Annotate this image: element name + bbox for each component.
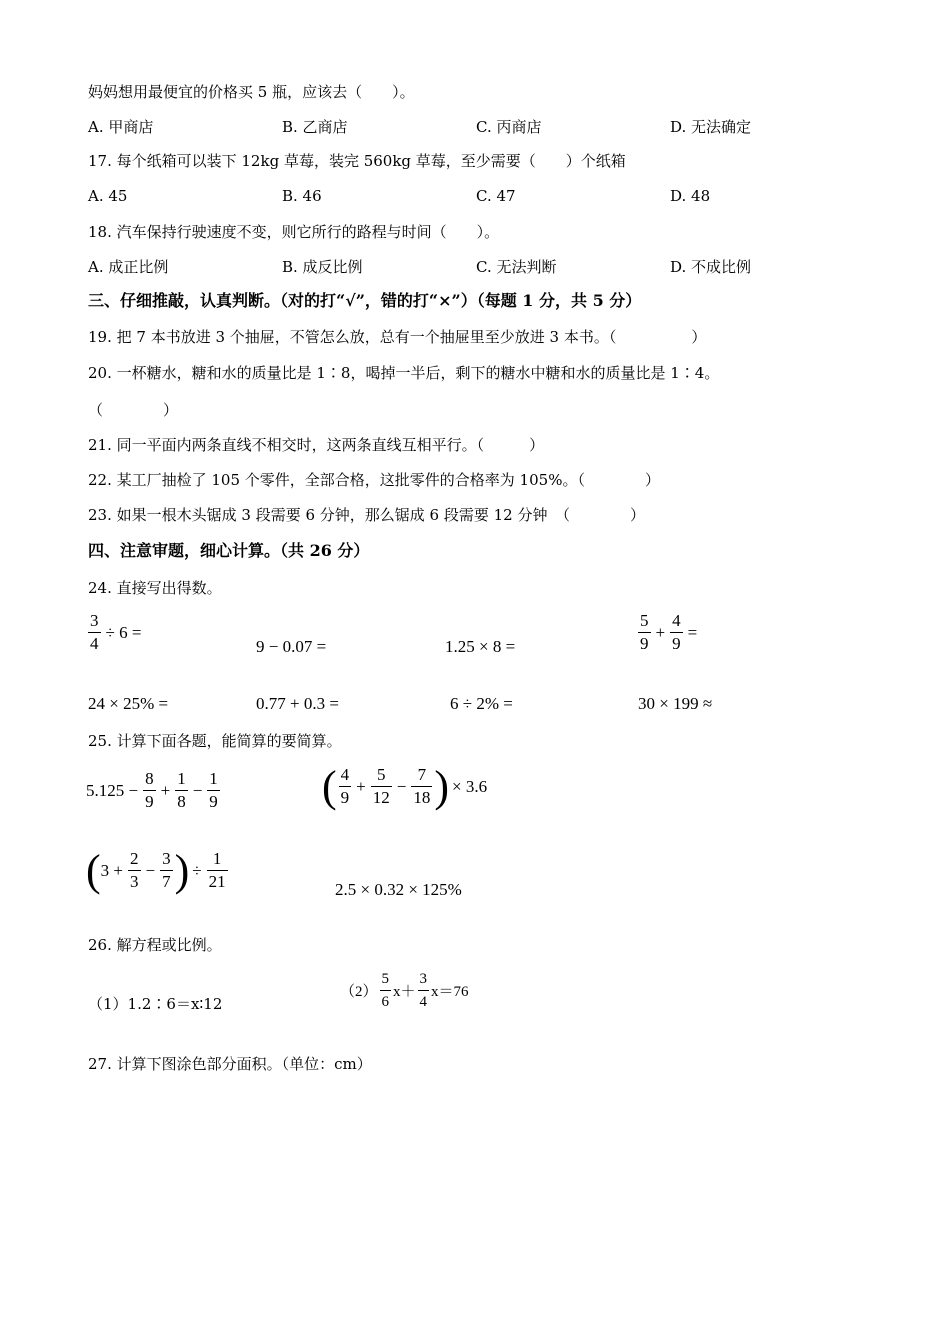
q24-expr-3: 1.25 × 8 = [445, 637, 516, 656]
left-paren: ( [86, 845, 101, 895]
q17-stem: 17. 每个纸箱可以装下 12kg 草莓，装完 560kg 草莓，至少需要（ ）个纸箱 [88, 152, 626, 170]
fraction: $\frac{4}{9}$ [672, 611, 681, 653]
q24-expr-5: 24 × 25% = [88, 694, 169, 713]
q24-expr-2: 9 − 0.07 = [256, 637, 327, 656]
q16-option-d: D. 无法确定 [670, 118, 752, 136]
q16-stem: 妈妈想用最便宜的价格买 5 瓶，应该去（ ）。 [88, 83, 415, 101]
q24-expr-4: $\frac{5}{9}$ + $\frac{4}{9}$ = [640, 611, 698, 653]
q25-expr-b: ( $\frac{4}{9}$ + $\frac{5}{12}$ − $\frac{7}{18}$ ) × 3.6 [322, 761, 488, 811]
fraction: $\frac{3}{4}$ [418, 968, 430, 1013]
q19-item: 19. 把 7 本书放进 3 个抽屉，不管怎么放，总有一个抽屉里至少放进 3 本书。（ ） [88, 328, 707, 346]
fraction: $\frac{5}{9}$ [640, 611, 649, 653]
q25-expr-d: 2.5 × 0.32 × 125% [335, 880, 462, 899]
fraction: $\frac{3}{4}$ [90, 611, 99, 653]
q20-answer-blank: （ ） [88, 401, 179, 419]
fraction: $\frac{5}{6}$ [380, 968, 392, 1013]
q18-stem: 18. 汽车保持行驶速度不变，则它所行的路程与时间（ ）。 [88, 223, 500, 241]
q21-item: 21. 同一平面内两条直线不相交时，这两条直线互相平行。（ ） [88, 436, 545, 454]
q17-option-b: B. 46 [282, 187, 322, 205]
right-paren: ) [174, 845, 190, 895]
q26-part-2: （2） $\frac{5}{6}$ x＋ $\frac{3}{4}$ x＝76 [340, 968, 469, 1013]
section-4-title: 四、注意审题，细心计算。（共 26 分） [88, 541, 370, 560]
q16-option-a: A. 甲商店 [88, 118, 154, 136]
fraction: $\frac{1}{21}$ [208, 849, 226, 891]
q22-item: 22. 某工厂抽检了 105 个零件，全部合格，这批零件的合格率为 105%。（ ） [88, 471, 660, 489]
q18-option-a: A. 成正比例 [88, 258, 169, 276]
q17-option-c: C. 47 [476, 187, 516, 205]
q17-option-d: D. 48 [670, 187, 711, 205]
q25-expr-c: (3 + $\frac{2}{3}$ − $\frac{3}{7}$ ) ÷ $\frac{1}{21}$ [86, 845, 226, 895]
q26-stem: 26. 解方程或比例。 [88, 936, 222, 954]
q18-option-c: C. 无法判断 [476, 258, 557, 276]
q17-option-a: A. 45 [88, 187, 128, 205]
fraction: $\frac{3}{7}$ [162, 849, 171, 891]
q18-option-b: B. 成反比例 [282, 258, 363, 276]
q25-expr-a: 5.125 − $\frac{8}{9}$ + $\frac{1}{8}$ − $\frac{1}{9}$ [86, 769, 218, 811]
q18-option-d: D. 不成比例 [670, 258, 752, 276]
right-paren: ) [434, 761, 449, 811]
fraction: $\frac{5}{12}$ [372, 765, 390, 807]
q16-option-c: C. 丙商店 [476, 118, 542, 136]
section-3-title: 三、仔细推敲，认真判断。（对的打“√”，错的打“×”）（每题 1 分，共 5 分） [88, 291, 642, 310]
fraction: $\frac{1}{9}$ [209, 769, 218, 811]
fraction: $\frac{4}{9}$ [340, 765, 350, 807]
q25-stem: 25. 计算下面各题，能简算的要简算。 [88, 732, 342, 750]
fraction: $\frac{1}{8}$ [177, 769, 186, 811]
q24-expr-1: $\frac{3}{4}$ ÷ 6 = [90, 611, 142, 653]
q24-expr-6: 0.77 + 0.3 = [256, 694, 339, 713]
fraction: $\frac{8}{9}$ [145, 769, 154, 811]
q24-expr-8: 30 × 199 ≈ [638, 694, 713, 713]
q27-stem: 27. 计算下图涂色部分面积。（单位：cm） [88, 1055, 372, 1073]
left-paren: ( [322, 761, 337, 811]
q20-item: 20. 一杯糖水，糖和水的质量比是 1∶8，喝掉一半后，剩下的糖水中糖和水的质量比是 1∶4。 [88, 364, 720, 382]
q26-part-1: （1）1.2∶6＝x∶12 [88, 995, 223, 1013]
q24-expr-7: 6 ÷ 2% = [450, 694, 513, 713]
q24-stem: 24. 直接写出得数。 [88, 579, 222, 597]
fraction: $\frac{7}{18}$ [413, 765, 431, 807]
q23-item: 23. 如果一根木头锯成 3 段需要 6 分钟，那么锯成 6 段需要 12 分钟 （ ） [88, 506, 645, 524]
fraction: $\frac{2}{3}$ [130, 849, 139, 891]
q16-option-b: B. 乙商店 [282, 118, 348, 136]
